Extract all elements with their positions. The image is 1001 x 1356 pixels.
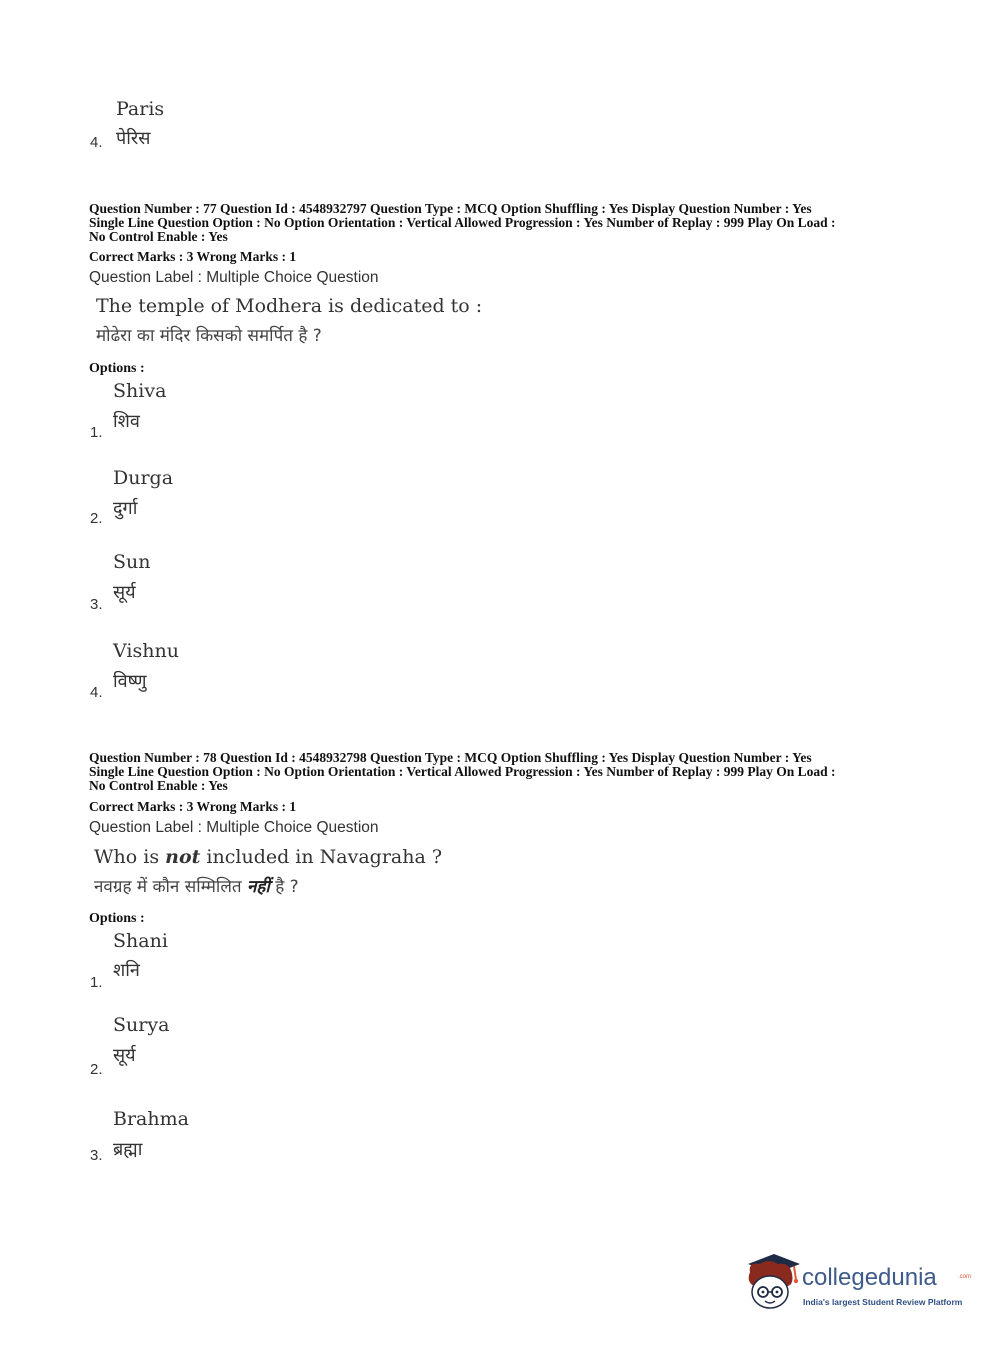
question-text-hi	[94, 874, 299, 897]
question-label: Question Label : Multiple Choice Question	[89, 269, 379, 286]
option-number: 2.	[90, 510, 103, 527]
option-text-hi: शनि	[113, 960, 140, 981]
question-marks: Correct Marks : 3 Wrong Marks : 1	[89, 799, 297, 814]
option-text-en: Surya	[113, 1014, 170, 1036]
question-text-en-post: included in Navagraha ?	[200, 846, 443, 868]
question-meta-line-2: Single Line Question Option : No Option Orientation : Vertical Allowed Progression : Yes Number of Replay : 999 Play On Load :	[89, 764, 836, 779]
logo-name: collegedunia	[802, 1264, 937, 1291]
question-marks: Correct Marks : 3 Wrong Marks : 1	[89, 249, 297, 264]
question-text-en	[94, 846, 442, 868]
mascot-icon	[742, 1250, 802, 1312]
question-text-hi-pre: नवग्रह में कौन सम्मिलित	[94, 877, 247, 897]
option-text-en: Shiva	[113, 380, 167, 402]
collegedunia-logo[interactable]	[742, 1250, 972, 1318]
prev-option-number: 4.	[90, 134, 103, 151]
option-text-hi: सूर्य	[113, 1045, 136, 1066]
question-meta-line-1: Question Number : 78 Question Id : 4548932798 Question Type : MCQ Option Shuffling : Yes Display Question Number : Yes	[89, 750, 812, 765]
option-text-hi: सूर्य	[113, 582, 136, 603]
question-meta-line-2: Single Line Question Option : No Option Orientation : Vertical Allowed Progression : Yes Number of Replay : 999 Play On Load :	[89, 215, 836, 230]
option-text-hi: शिव	[113, 411, 140, 432]
question-label: Question Label : Multiple Choice Question	[89, 819, 379, 836]
question-text-hi-post: है ?	[269, 877, 299, 897]
option-number: 1.	[90, 424, 103, 441]
option-number: 3.	[90, 1147, 103, 1164]
question-meta-line-3: No Control Enable : Yes	[89, 229, 228, 244]
question-text-hi: मोढेरा का मंदिर किसको समर्पित है ?	[96, 326, 322, 346]
option-text-en: Durga	[113, 467, 174, 489]
question-text-en: The temple of Modhera is dedicated to :	[96, 295, 483, 317]
option-text-hi: ब्रह्मा	[113, 1139, 143, 1160]
logo-com: .com	[958, 1274, 972, 1280]
options-heading: Options :	[89, 911, 145, 926]
option-text-en: Sun	[113, 551, 151, 573]
options-heading: Options :	[89, 361, 145, 376]
question-meta-line-1: Question Number : 77 Question Id : 4548932797 Question Type : MCQ Option Shuffling : Yes Display Question Number : Yes	[89, 201, 812, 216]
option-text-hi: विष्णु	[113, 671, 147, 692]
question-text-en-pre: Who is	[94, 846, 166, 868]
option-number: 4.	[90, 684, 103, 701]
logo-tagline: India's largest Student Review Platform	[803, 1297, 963, 1307]
prev-option-hi: पेरिस	[116, 128, 151, 149]
option-number: 3.	[90, 596, 103, 613]
option-text-en: Brahma	[113, 1108, 189, 1130]
option-text-en: Shani	[113, 930, 168, 952]
question-meta-line-3: No Control Enable : Yes	[89, 778, 228, 793]
option-text-hi: दुर्गा	[113, 498, 138, 519]
question-text-en-emphasis: not	[165, 846, 201, 868]
option-number: 2.	[90, 1061, 103, 1078]
option-number: 1.	[90, 974, 103, 991]
question-text-hi-emphasis: नहीं	[246, 877, 270, 897]
option-text-en: Vishnu	[113, 640, 179, 662]
prev-option-en: Paris	[116, 98, 165, 120]
